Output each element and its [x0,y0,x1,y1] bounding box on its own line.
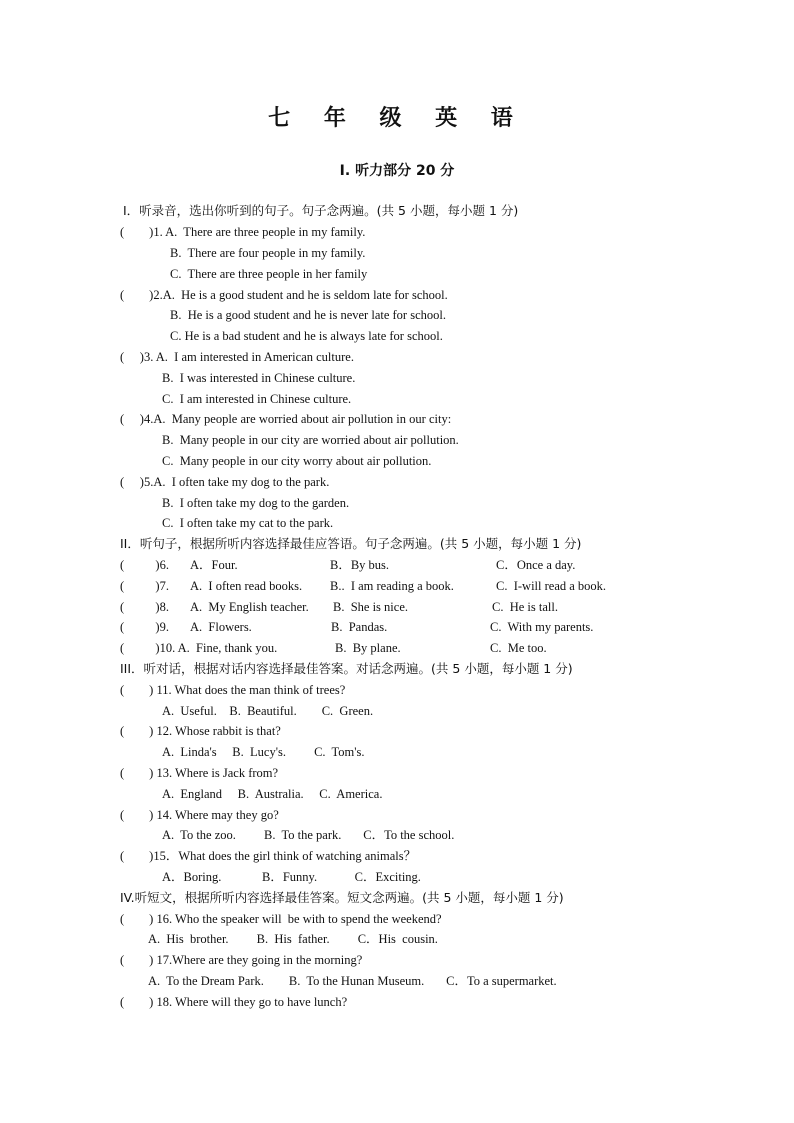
question-4-option-b: B. Many people in our city are worried about air pollution. [162,433,459,447]
question-6-option-c: C．Once a day. [496,558,576,572]
question-8-option-b: B. She is nice. [333,600,408,614]
question-8-option-c: C. He is tall. [492,600,558,614]
page-subtitle: I. 听力部分 20 分 [339,163,455,179]
question-10-option-b: B. By plane. [335,641,401,655]
section-4-heading: IV.听短文，根据所听内容选择最佳答案。短文念两遍。(共 5 小题，每小题 1 分) [120,890,564,905]
question-5-option-c: C. I often take my cat to the park. [162,516,334,530]
page-title: 七 年 级 英 语 [268,106,526,131]
question-7-number: ( )7. [120,579,169,593]
question-3-option-b: B. I was interested in Chinese culture. [162,371,356,385]
question-3: ( )3. A. I am interested in American culture. [120,350,354,364]
question-1: ( )1. A. There are three people in my family. [120,225,366,239]
question-6-option-b: B．By bus. [330,558,390,572]
section-1-heading: I．听录音，选出你听到的句子。句子念两遍。(共 5 小题，每小题 1 分) [123,203,519,218]
question-13-options: A. England B. Australia. C. America. [162,787,383,801]
question-18: ( ) 18. Where will they go to have lunch? [120,995,348,1009]
question-9-option-c: C. With my parents. [490,620,594,634]
question-10: ( )10. A. Fine, thank you. [120,641,278,655]
question-9-option-a: A. Flowers. [190,620,252,634]
question-6-option-a: A．Four. [190,558,238,572]
question-8-option-a: A. My English teacher. [190,600,309,614]
question-11: ( ) 11. What does the man think of trees? [120,683,346,697]
question-12-options: A. Linda's B. Lucy's. C. Tom's. [162,745,365,759]
question-17-options: A. To the Dream Park. B. To the Hunan Museum. C．To a supermarket. [148,974,557,988]
question-5-option-b: B. I often take my dog to the garden. [162,496,350,510]
question-15: ( )15．What does the girl think of watching animals？ [120,849,417,863]
question-6-number: ( )6. [120,558,169,572]
question-14: ( ) 14. Where may they go? [120,808,279,822]
question-7-option-b: B.. I am reading a book. [330,579,454,593]
question-13: ( ) 13. Where is Jack from? [120,766,279,780]
question-8-number: ( )8. [120,600,169,614]
question-15-options: A．Boring. B．Funny. C．Exciting. [162,870,421,884]
question-11-options: A. Useful. B. Beautiful. C. Green. [162,704,374,718]
question-16-options: A. His brother. B. His father. C．His cousin. [148,932,438,946]
question-9-option-b: B. Pandas. [331,620,388,634]
question-2-option-c: C. He is a bad student and he is always late for school. [170,329,443,343]
question-4-option-c: C. Many people in our city worry about air pollution. [162,454,432,468]
question-4: ( )4.A. Many people are worried about air pollution in our city: [120,412,452,426]
question-1-option-c: C. There are three people in her family [170,267,368,281]
question-2-option-b: B. He is a good student and he is never late for school. [170,308,446,322]
question-7-option-c: C. I-will read a book. [496,579,607,593]
question-14-options: A. To the zoo. B. To the park. C．To the school. [162,828,455,842]
question-12: ( ) 12. Whose rabbit is that? [120,724,281,738]
question-1-option-b: B. There are four people in my family. [170,246,366,260]
section-3-heading: III．听对话，根据对话内容选择最佳答案。对话念两遍。(共 5 小题，每小题 1 分) [120,661,573,676]
question-10-option-c: C. Me too. [490,641,547,655]
question-2: ( )2.A. He is a good student and he is seldom late for school. [120,288,448,302]
question-17: ( ) 17.Where are they going in the morning? [120,953,363,967]
section-2-heading: II．听句子，根据所听内容选择最佳应答语。句子念两遍。(共 5 小题，每小题 1 分) [120,536,582,551]
question-16: ( ) 16. Who the speaker will be with to spend the weekend? [120,912,442,926]
question-7-option-a: A. I often read books. [190,579,303,593]
question-3-option-c: C. I am interested in Chinese culture. [162,392,352,406]
question-9-number: ( )9. [120,620,169,634]
question-5: ( )5.A. I often take my dog to the park. [120,475,330,489]
